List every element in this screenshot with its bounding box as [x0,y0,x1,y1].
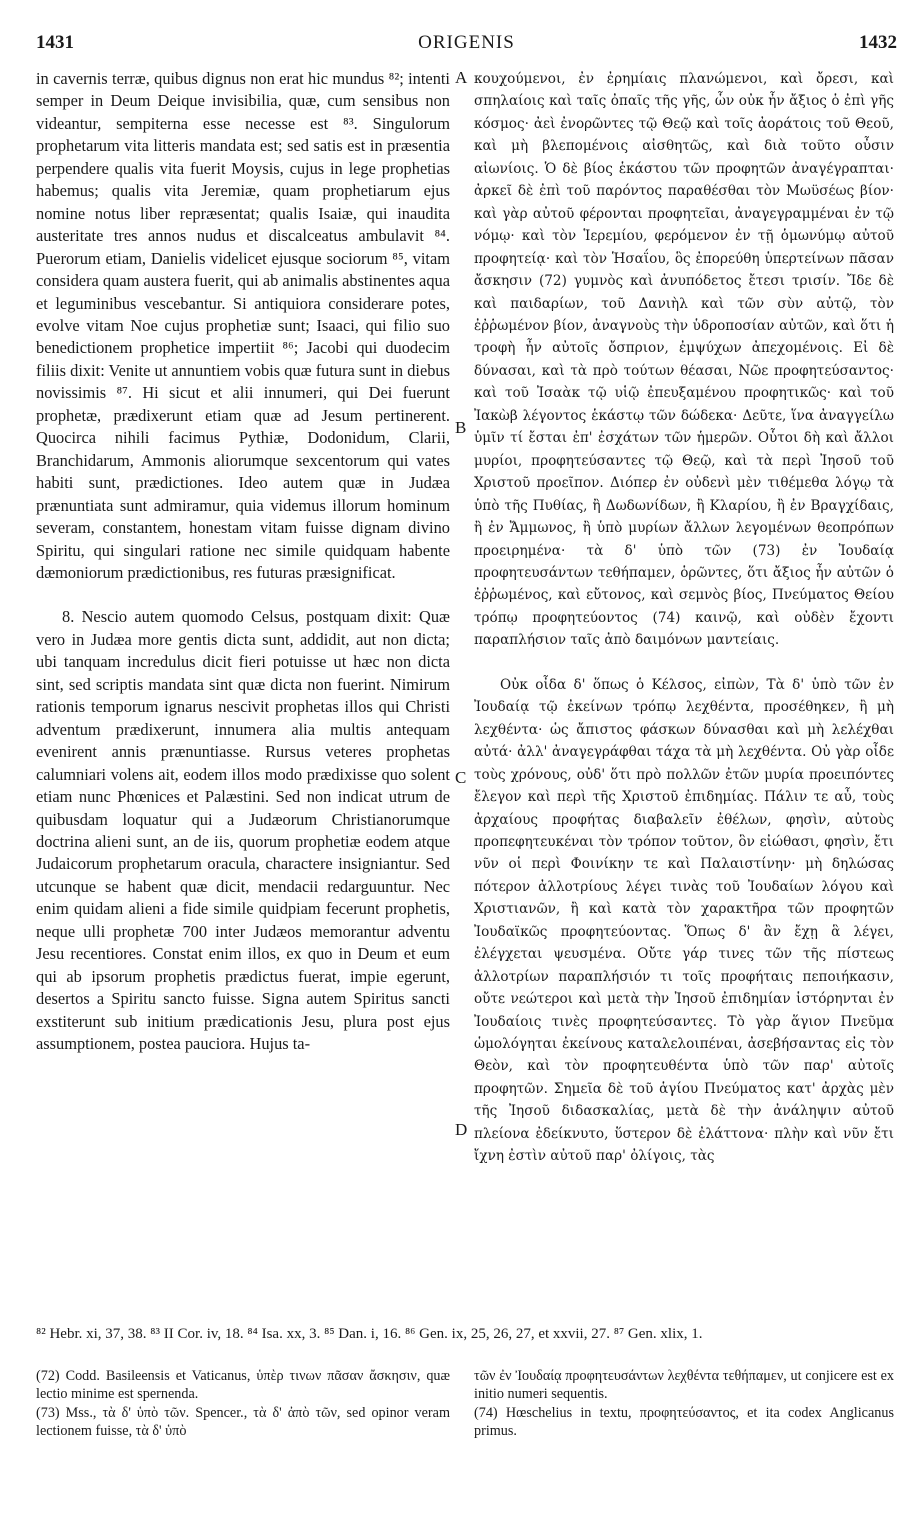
page-number-right: 1432 [859,32,897,53]
page-number-left: 1431 [36,32,74,53]
critical-notes-right [474,1368,894,1442]
latin-column [36,68,450,1055]
greek-paragraph-1: κουχούμενοι, ἐν ἐρημίαις πλανώμενοι, καὶ ὄρεσι, καὶ σπηλαίοις καὶ ταῖς ὀπαῖς τῆς γῆς, ὧν οὐκ ἦν ἄξιος ὁ ἐπὶ γῆς κόσμος· ἀεὶ ἐνορῶντες τῷ Θεῷ καὶ τοῖς ἀοράτοις τοῦ Θεοῦ, καὶ μὴ βλεπομένοις αἰσθητῶς, καὶ διὰ τοῦτο οὖσιν αἰωνίοις. Ὁ δὲ βίος ἑκάστου τῶν προφητῶν ἀναγέγραπται· ἀρκεῖ δὲ ἐπὶ τοῦ παρόντος παραθέσθαι τὸν Μωϋσέως βίον· καὶ γὰρ αὐτοῦ φέρονται προφητεῖαι, ἀναγεγραμμέναι ἐν τῷ νόμῳ· καὶ τὸν Ἱερεμίου, φερόμενον ἐν τῇ ὁμωνύμῳ αὐτοῦ προφητείᾳ· καὶ τὸν Ἡσαΐου, ὃς ἐπορεύθη ὑπερτείνων πᾶσαν ἄσκησιν (72) γυμνὸς καὶ ἀνυπόδετος ἔτεσι τρισίν. Ἴδε δὲ καὶ παιδαρίων, τοῦ Δανιὴλ καὶ τῶν σὺν αὐτῷ, τὸν ἐῤῥωμένον βίον, ἀναγνοὺς τὴν ὑδροποσίαν αὐτῶν, καὶ ὅτι ἡ τροφὴ ἦν αὐτοῖς ὄσπριον, ἐμψύχων ἀπεχομένοις. Εἰ δὲ δύνασαι, καὶ τὰ πρὸ τούτων θέασαι, Νῶε προφητεύσαντος· καὶ τοῦ Ἰσαὰκ τῷ υἱῷ ἐπευξαμένου προφητικῶς· καὶ τοῦ Ἰακὼβ λέγοντος ἑκάστῳ τῶν δώδεκα· Δεῦτε, ἵνα ἀναγγείλω ὑμῖν τί ἔσται ἐπ' ἐσχάτων τῶν ἡμερῶν. Οὗτοι δὴ καὶ ἄλλοι μυρίοι, προφητεύσαντες τῷ Θεῷ, καὶ τὰ περὶ Ἰησοῦ τοῦ Χριστοῦ προεῖπον. Διόπερ ἐν οὐδενὶ μὲν τιθέμεθα λόγῳ τὰ ὑπὸ τῆς Πυθίας, ἢ Δωδωνίδων, ἢ Κλαρίου, ἢ ἐν Βραγχίδαις, ἢ ἐν Ἄμμωνος, ἢ ὑπὸ μυρίων ἄλλων λεγομένων θεοπρόπων προειρημένα· τὰ δ' ὑπὸ τῶν (73) ἐν Ἰουδαίᾳ προφητευσάντων τεθήπαμεν, ὁρῶντες, ὅτι ἄξιος ἦν αὐτῶν ὁ ἐῤῥωμένος, καὶ εὔτονος, καὶ σεμνὸς βίος, Πνεύματος Θείου τρόπῳ προφητεύοντος (74) καινῷ, καὶ οὐδὲν ἔχοντι παραπλήσιον ταῖς ἀπὸ δαιμόνων μαντείαις. [474,71,894,649]
greek-paragraph-2: Οὐκ οἶδα δ' ὅπως ὁ Κέλσος, εἰπὼν, Τὰ δ' ὑπὸ τῶν ἐν Ἰουδαίᾳ τῷ ἐκείνων τρόπῳ λεχθέντα, προσέθηκεν, ἢ μὴ λεχθέντα· ὡς ἄπιστος φάσκων δύνασθαι καὶ μὴ λελέχθαι αὐτά· ἀλλ' ἀναγεγράφθαι τάχα τὰ μὴ λεχθέντα. Οὐ γὰρ οἶδε τοὺς χρόνους, οὐδ' ὅτι πρὸ πολλῶν ἐτῶν μυρία προειπόντες ἔλεγον καὶ περὶ τῆς Χριστοῦ ἐπιδημίας. Πάλιν τε αὖ, τοὺς ἀρχαίους προφήτας διαβαλεῖν ἐθέλων, φησὶν, αὐτοὺς προπεφητευκέναι τὸν τρόπον τοῦτον, ὃν εἰώθασι, φησὶν, ἔτι νῦν οἱ περὶ Φοινίκην τε καὶ Παλαιστίνην· μὴ δηλώσας πότερον ἀλλοτρίους λέγει τινὰς τοῦ Ἰουδαίων λόγου καὶ Χριστιανῶν, ἢ καὶ κατὰ τὸν χαρακτῆρα τῶν προφητῶν Ἰουδαϊκῶς προφητεύοντας. Ὅπως δ' ἂν ἔχῃ ἃ λέγει, ἐλέγχεται ψευσμένα. Οὔτε γάρ τινες τῶν τῆς πίστεως ἀλλοτρίων παραπλήσιόν τι τοῖς προφήταις πεποιήκασιν, οὔτε νεώτεροι καὶ μετὰ τὴν Ἰησοῦ ἐπιδημίαν ἱστόρηνται ἐν Ἰουδαίοις τινὲς προφητεύσαντες. Τὸ γὰρ ἅγιον Πνεῦμα ὡμολόγηται ἐκείνους καταλελοιπέναι, ἀσεβήσαντας εἰς τὸν Θεὸν, καὶ τὸν προφητευθέντα ὑπὸ τῶν παρ' αὐτοῖς προφητῶν. Σημεῖα δὲ τοῦ ἁγίου Πνεύματος κατ' ἀρχὰς μὲν τῆς Ἰησοῦ διδασκαλίας, μετὰ δὲ τὴν ἀνάληψιν αὐτοῦ πλείονα ἐδείκνυτο, ὕστερον δὲ ἐλάττονα· πλὴν καὶ νῦν ἔτι ἴχνη ἐστὶν αὐτοῦ παρ' ὀλίγοις, τὰς [474,676,894,1165]
note-72: (72) Codd. Basileensis et Vaticanus, ὑπὲρ τινων πᾶσαν ἄσκησιν, quæ lectio minime est spernenda. [36,1368,450,1402]
page-header [36,32,897,58]
latin-paragraph-2: 8. Nescio autem quomodo Celsus, postquam dixit: Quæ vero in Judæa more gentis dicta sunt, addidit, aut non dicta; ubi tanquam incredulus dicit fieri potuisse ut hæc non dicta sint, sed scriptis mandata sint quæ dicta non fuerint. Nimirum rationis temporum ignarus nescivit prophetas illos qui Christi adventum prædixerunt, innumera alia multis antequam evenirent annis prænuntiasse. Rursus veteres prophetas calumniari volens ait, eodem illos modo prædixisse quo solent etiam nunc Phœnices et Palæstini. Sed non indicat utrum de quibusdam loquatur qui a Judæorum Christianorumque doctrina alieni sunt, an de iis, quorum prophetiæ eodem atque Judaicorum prophetarum oracula, characterе insigniantur. Sed utcunque se habent quæ dicit, mendacii redarguuntur. Nec enim quidam alieni a fide simile quidpiam fecerunt prophetis, neque ulli prophetæ 700 inter Judæos memorantur adventu Jesu recentiores. Constat enim illos, ex quo in Deum et eum qui ab ipsorum prophetis prædictus fuerat, impie egerunt, desertos a Spiritu sancto fuisse. Signa autem Spiritus sancti exstiterunt sub initium prædicationis Jesu, plura post ejus assumptionem, postea pauciora. Hujus ta- [36,607,450,1054]
note-73-continued: τῶν ἐν Ἰουδαίᾳ προφητευσάντων λεχθέντα τεθήπαμεν, ut conjicere est ex initio numeri sequentis. [474,1368,894,1402]
section-marker-b: B [455,418,467,437]
latin-paragraph-1: in cavernis terræ, quibus dignus non erat hic mundus ⁸²; intenti semper in Deum Deique invisibilia, quæ, cum sensibus non videantur, sempiterna esse necesse est ⁸³. Singulorum prophetarum vita litteris mandata est; sed satis est in præsentia perpendere qualis vita fuerit Moysis, cujus in lege prophetias habemus; qualis vita Jeremiæ, quam prophetiarum ejus nomine notus liber repræsentat; qualis Isaiæ, qui inaudita austeritate tres annos nudus et discalceatus ambulavit ⁸⁴. Puerorum etiam, Danielis videlicet ejusque sociorum ⁸⁵, vitam considera quam austera fuerit, qui ab animalis abstinentes aqua et leguminibus vescebantur. Si antiquiora considerare potes, evolve vitam Noe cujus prophetiæ sunt; Isaaci, qui filio suo benedictionem prophetice impertiit ⁸⁶; Jacobi qui duodecim filiis dixit: Venite ut annuntiem vobis quæ futura sunt in diebus novissimis ⁸⁷. Hi sicut et alii innumeri, qui Dei fuerunt prophetæ, prædixerunt etiam quæ ad Jesum pertinerent. Quocirca nihili facimus Pythiæ, Dodonidum, Clarii, Branchidarum, Ammonis aliorumque sexcentorum qui vates habiti sunt, prædictiones. Ideo autem quæ in Judæa prænuntiata sunt admiramur, quia videmus illorum hominum severam, constantem, honestam vitam fuisse dignam divino Spiritu, qui singulari ratione nec simile quidquam habente dæmoniorum prædictionibus, res futuras præsignificat. [36,69,450,582]
note-74: (74) Hœschelius in textu, προφητεύσαντος, et ita codex Anglicanus primus. [474,1405,894,1439]
running-title: ORIGENIS [418,32,515,53]
greek-column [474,68,894,1168]
section-marker-c: C [455,768,467,787]
critical-notes-left [36,1368,450,1442]
note-73: (73) Mss., τὰ δ' ὑπὸ τῶν. Spencer., τὰ δ' ἀπὸ τῶν, sed opinor veram lectionem fuisse, τὰ δ' ὑπὸ [36,1405,450,1439]
scripture-footnotes: ⁸² Hebr. xi, 37, 38. ⁸³ II Cor. iv, 18. ⁸⁴ Isa. xx, 3. ⁸⁵ Dan. i, 16. ⁸⁶ Gen. ix, 25, 26, 27, et xxvii, 27. ⁸⁷ Gen. xlix, 1. [36,1326,703,1342]
section-marker-a: A [455,68,468,87]
section-marker-d: D [455,1120,468,1139]
